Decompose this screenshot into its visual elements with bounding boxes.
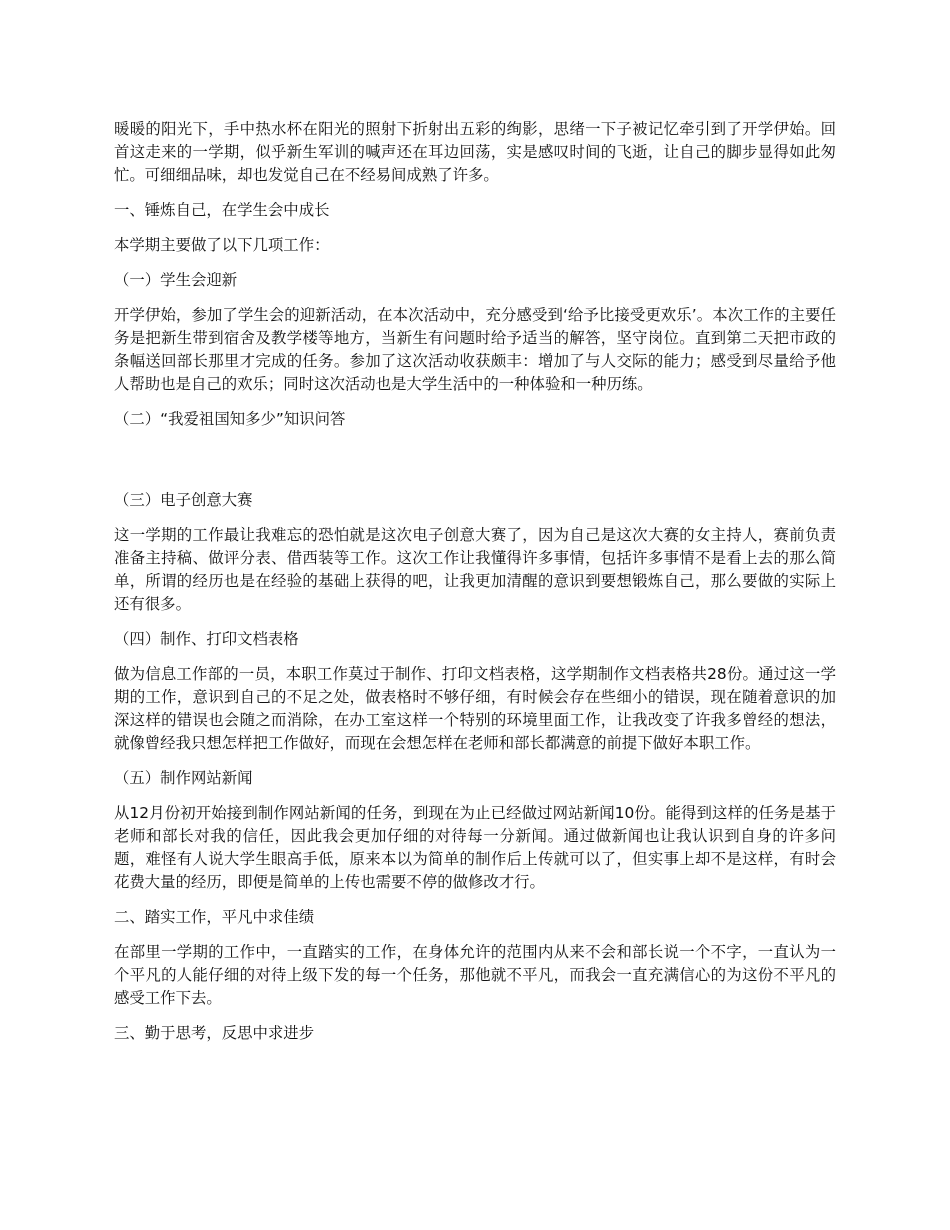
item-paragraph-4: 做为信息工作部的一员，本职工作莫过于制作、打印文档表格，这学期制作文档表格共28份。通过这一学期的工作，意识到自己的不足之处，做表格时不够仔细，有时候会存在些细小的错误，现在随着意识的加深这样的错误也会随之而消除，在办工室这样一个特别的环境里面工作，让我改变了许我多曾经的想法，就像曾经我只想怎样把工作做好，而现在会想怎样在老师和部长都满意的前提下做好本职工作。: [114, 665, 836, 752]
item-heading-5: （五）制作网站新闻: [114, 769, 253, 787]
item-heading-3: （三）电子创意大赛: [114, 491, 253, 509]
section-heading-1: 一、锤炼自己，在学生会中成长: [114, 201, 330, 219]
document-body: [114, 118, 836, 1057]
section-lead: 本学期主要做了以下几项工作：: [114, 236, 330, 254]
item-paragraph-3: 这一学期的工作最让我难忘的恐怕就是这次电子创意大赛了，因为自己是这次大赛的女主持人，赛前负责准备主持稿、做评分表、借西装等工作。这次工作让我懂得许多事情，包括许多事情不是看上去的那么简单，所谓的经历也是在经验的基础上获得的吧，让我更加清醒的意识到要想锻炼自己，那么要做的实际上还有很多。: [114, 526, 836, 613]
item-paragraph-5: 从12月份初开始接到制作网站新闻的任务，到现在为止已经做过网站新闻10份。能得到这样的任务是基于老师和部长对我的信任，因此我会更加仔细的对待每一分新闻。通过做新闻也让我认识到自身的许多问题，难怪有人说大学生眼高手低，原来本以为简单的制作后上传就可以了，但实事上却不是这样，有时会花费大量的经历，即便是简单的上传也需要不停的做修改才行。: [114, 804, 836, 891]
intro-paragraph: 暖暖的阳光下，手中热水杯在阳光的照射下折射出五彩的绚影，思绪一下子被记忆牵引到了开学伊始。回首这走来的一学期，似乎新生军训的喊声还在耳边回荡，实是感叹时间的飞逝，让自己的脚步显得如此匆忙。可细细品味，却也发觉自己在不经易间成熟了许多。: [114, 120, 836, 184]
section-heading-2: 二、踏实工作，平凡中求佳绩: [114, 908, 315, 926]
section-heading-3: 三、勤于思考，反思中求进步: [114, 1024, 315, 1042]
item-heading-1: （一）学生会迎新: [114, 271, 238, 289]
item-heading-4: （四）制作、打印文档表格: [114, 630, 299, 648]
item-heading-2: （二）“我爱祖国知多少”知识问答: [114, 410, 346, 428]
blank-gap: [114, 443, 836, 489]
item-paragraph-1: 开学伊始，参加了学生会的迎新活动，在本次活动中，充分感受到‘给予比接受更欢乐’。本次工作的主要任务是把新生带到宿舍及教学楼等地方，当新生有问题时给予适当的解答，坚守岗位。直到第二天把市政的条幅送回部长那里才完成的任务。参加了这次活动收获颇丰：增加了与人交际的能力；感受到尽量给予他人帮助也是自己的欢乐；同时这次活动也是大学生活中的一种体验和一种历练。: [114, 306, 836, 393]
section-paragraph-2: 在部里一学期的工作中，一直踏实的工作，在身体允许的范围内从来不会和部长说一个不字，一直认为一个平凡的人能仔细的对待上级下发的每一个任务，那他就不平凡，而我会一直充满信心的为这份不平凡的感受工作下去。: [114, 943, 836, 1007]
